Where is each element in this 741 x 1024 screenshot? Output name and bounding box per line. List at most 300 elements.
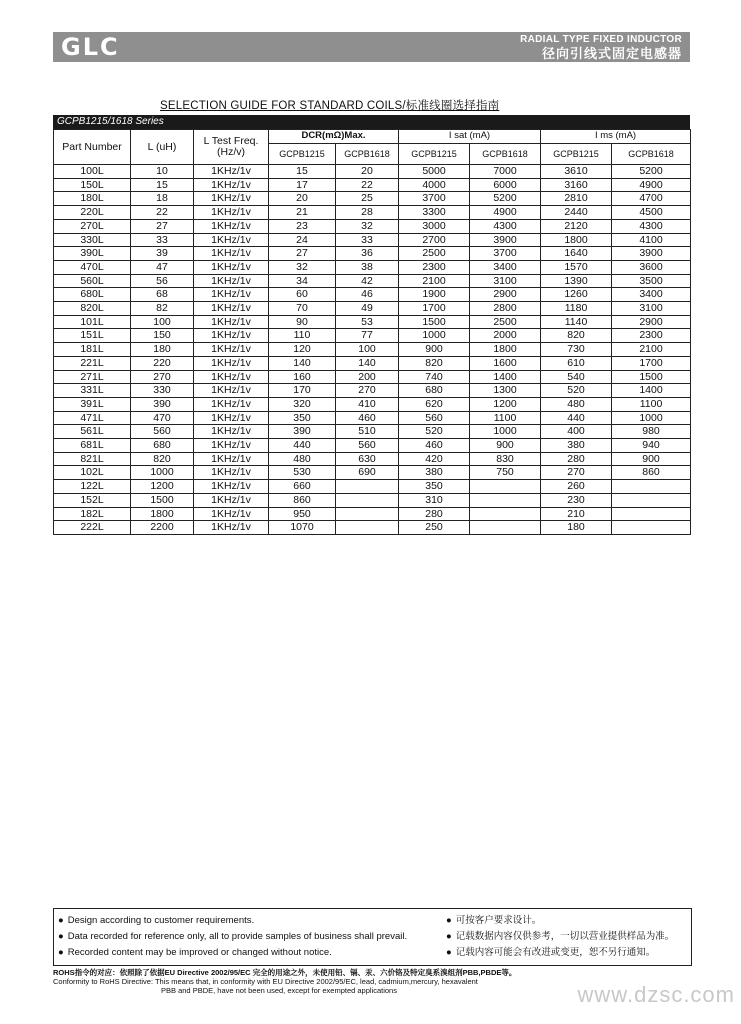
table-cell: 1200 <box>131 480 194 494</box>
table-cell: 60 <box>269 288 336 302</box>
table-row <box>54 274 691 288</box>
rohs-line-1: ROHS指令的对应：依照除了依据EU Directive 2002/95/EC 完全的用途之外，未使用铅、镉、汞、六价铬及特定臭系溴组剂PBB,PBDE等。 <box>53 968 517 977</box>
table-cell: 260 <box>541 480 612 494</box>
table-cell: 3700 <box>470 247 541 261</box>
table-cell: 140 <box>336 356 399 370</box>
table-cell: 1KHz/1v <box>194 288 269 302</box>
table-cell: 1KHz/1v <box>194 439 269 453</box>
header-title <box>520 34 682 61</box>
table-cell: 4900 <box>612 178 691 192</box>
table-cell: 230 <box>541 493 612 507</box>
table-cell <box>612 521 691 535</box>
table-cell: 46 <box>336 288 399 302</box>
table-cell: 2100 <box>612 343 691 357</box>
table-cell: 38 <box>336 260 399 274</box>
table-cell: 280 <box>541 452 612 466</box>
table-cell: 1000 <box>470 425 541 439</box>
table-cell: 4300 <box>612 219 691 233</box>
table-cell: 140 <box>269 356 336 370</box>
header-bar <box>53 32 690 62</box>
table-cell: 1KHz/1v <box>194 178 269 192</box>
table-cell: 22 <box>131 206 194 220</box>
rohs-line-3: PBB and PBDE, have not been used, except for exempted applications <box>161 986 397 995</box>
col-inductance: L (uH) <box>131 130 194 165</box>
table-cell: 22 <box>336 178 399 192</box>
table-cell: 560 <box>336 439 399 453</box>
table-cell: 680L <box>54 288 131 302</box>
note-en-3 <box>58 945 407 961</box>
table-cell: 1KHz/1v <box>194 425 269 439</box>
table-cell: 860 <box>269 493 336 507</box>
table-cell: 3900 <box>470 233 541 247</box>
note-en-text: Design according to customer requirements. <box>67 915 255 926</box>
table-cell: 940 <box>612 439 691 453</box>
table-cell: 690 <box>336 466 399 480</box>
table-cell: 1KHz/1v <box>194 302 269 316</box>
table-cell: 860 <box>612 466 691 480</box>
table-cell <box>336 493 399 507</box>
table-cell: 1700 <box>612 356 691 370</box>
bullet-icon: ● <box>446 947 452 958</box>
table-row <box>54 425 691 439</box>
table-cell: 270L <box>54 219 131 233</box>
note-en-1 <box>58 913 407 929</box>
table-cell: 6000 <box>470 178 541 192</box>
col-irms: I ms (mA) <box>541 130 691 144</box>
bullet-icon: ● <box>58 947 64 958</box>
table-cell <box>470 493 541 507</box>
table-cell: 220L <box>54 206 131 220</box>
header-title-en: RADIAL TYPE FIXED INDUCTOR <box>520 34 682 45</box>
table-cell <box>336 507 399 521</box>
table-cell: 152L <box>54 493 131 507</box>
table-cell: 10 <box>131 165 194 179</box>
table-cell: 100 <box>131 315 194 329</box>
bullet-icon: ● <box>58 915 64 926</box>
table-cell: 180 <box>541 521 612 535</box>
table-row <box>54 480 691 494</box>
table-cell: 630 <box>336 452 399 466</box>
col-part-number: Part Number <box>54 130 131 165</box>
table-cell: 3000 <box>399 219 470 233</box>
table-cell: 1KHz/1v <box>194 192 269 206</box>
sub-isat-1618: GCPB1618 <box>470 144 541 165</box>
table-cell: 1400 <box>612 384 691 398</box>
note-cn-2 <box>446 929 674 945</box>
table-cell <box>470 507 541 521</box>
table-cell: 2440 <box>541 206 612 220</box>
table-cell: 560L <box>54 274 131 288</box>
table-cell: 980 <box>612 425 691 439</box>
table-cell: 310 <box>399 493 470 507</box>
table-cell: 740 <box>399 370 470 384</box>
table-cell: 270 <box>541 466 612 480</box>
table-cell: 1500 <box>399 315 470 329</box>
table-cell: 1180 <box>541 302 612 316</box>
table-cell: 3610 <box>541 165 612 179</box>
table-cell: 25 <box>336 192 399 206</box>
table-cell: 5200 <box>612 165 691 179</box>
table-cell: 270 <box>336 384 399 398</box>
table-row <box>54 521 691 535</box>
table-cell <box>612 480 691 494</box>
col-test-freq: L Test Freq. (Hz/v) <box>194 130 269 165</box>
table-cell: 120 <box>269 343 336 357</box>
table-cell: 2300 <box>399 260 470 274</box>
table-cell: 440 <box>541 411 612 425</box>
table-cell: 1KHz/1v <box>194 411 269 425</box>
sub-irms-1618: GCPB1618 <box>612 144 691 165</box>
table-cell: 820 <box>399 356 470 370</box>
table-row <box>54 452 691 466</box>
table-cell: 68 <box>131 288 194 302</box>
table-cell: 1500 <box>612 370 691 384</box>
table-cell: 32 <box>336 219 399 233</box>
table-cell: 28 <box>336 206 399 220</box>
table-cell: 5200 <box>470 192 541 206</box>
table-cell: 560 <box>399 411 470 425</box>
table-cell: 4500 <box>612 206 691 220</box>
table-cell: 36 <box>336 247 399 261</box>
table-cell: 380 <box>399 466 470 480</box>
table-cell: 610 <box>541 356 612 370</box>
table-row <box>54 384 691 398</box>
notes-box <box>53 908 692 966</box>
table-row <box>54 493 691 507</box>
note-en-text: Recorded content may be improved or changed without notice. <box>67 947 332 958</box>
table-cell: 150L <box>54 178 131 192</box>
table-cell: 440 <box>269 439 336 453</box>
table-cell: 471L <box>54 411 131 425</box>
table-cell: 24 <box>269 233 336 247</box>
table-cell: 520 <box>399 425 470 439</box>
table-cell: 170 <box>269 384 336 398</box>
table-cell: 391L <box>54 397 131 411</box>
table-cell: 900 <box>470 439 541 453</box>
table-row <box>54 370 691 384</box>
table-cell: 1000 <box>612 411 691 425</box>
table-cell: 1KHz/1v <box>194 247 269 261</box>
table-cell: 181L <box>54 343 131 357</box>
table-cell: 21 <box>269 206 336 220</box>
table-cell: 680 <box>131 439 194 453</box>
table-cell: 480 <box>269 452 336 466</box>
table-cell: 15 <box>269 165 336 179</box>
table-row <box>54 260 691 274</box>
table-cell: 900 <box>399 343 470 357</box>
table-cell: 410 <box>336 397 399 411</box>
table-cell: 2200 <box>131 521 194 535</box>
table-cell: 2120 <box>541 219 612 233</box>
table-cell: 1KHz/1v <box>194 370 269 384</box>
table-cell: 3900 <box>612 247 691 261</box>
table-cell: 82 <box>131 302 194 316</box>
table-cell: 1200 <box>470 397 541 411</box>
table-cell: 470 <box>131 411 194 425</box>
table-cell: 180L <box>54 192 131 206</box>
table-cell: 2800 <box>470 302 541 316</box>
table-row <box>54 329 691 343</box>
table-cell: 1700 <box>399 302 470 316</box>
selection-table <box>53 129 691 535</box>
table-cell: 1KHz/1v <box>194 493 269 507</box>
table-cell: 27 <box>131 219 194 233</box>
table-cell: 34 <box>269 274 336 288</box>
table-cell: 2300 <box>612 329 691 343</box>
table-cell: 2810 <box>541 192 612 206</box>
table-cell: 49 <box>336 302 399 316</box>
table-cell: 3400 <box>612 288 691 302</box>
table-row <box>54 206 691 220</box>
table-cell: 380 <box>541 439 612 453</box>
table-cell: 390 <box>269 425 336 439</box>
table-cell: 7000 <box>470 165 541 179</box>
table-row <box>54 507 691 521</box>
table-cell: 1KHz/1v <box>194 356 269 370</box>
table-row <box>54 219 691 233</box>
table-cell: 1000 <box>131 466 194 480</box>
table-cell: 460 <box>336 411 399 425</box>
table-cell: 1KHz/1v <box>194 480 269 494</box>
sub-dcr-1215: GCPB1215 <box>269 144 336 165</box>
table-cell <box>612 493 691 507</box>
table-cell: 56 <box>131 274 194 288</box>
table-cell: 180 <box>131 343 194 357</box>
table-cell: 1KHz/1v <box>194 384 269 398</box>
table-cell: 33 <box>336 233 399 247</box>
table-cell: 750 <box>470 466 541 480</box>
table-body <box>54 165 691 535</box>
note-en-text: Data recorded for reference only, all to provide samples of business shall prevail. <box>67 931 408 942</box>
table-cell: 3160 <box>541 178 612 192</box>
table-cell <box>470 480 541 494</box>
table-cell: 420 <box>399 452 470 466</box>
table-cell: 1KHz/1v <box>194 260 269 274</box>
table-cell: 15 <box>131 178 194 192</box>
table-cell: 1100 <box>612 397 691 411</box>
table-cell: 250 <box>399 521 470 535</box>
table-cell: 4900 <box>470 206 541 220</box>
table-cell: 680 <box>399 384 470 398</box>
table-cell: 280 <box>399 507 470 521</box>
rohs-line-2: Conformity to RoHS Directive: This means that, in conformity with EU Directive 2002/95/EC, lead, cadmium,mercury, hexavalent <box>53 977 478 986</box>
table-cell: 17 <box>269 178 336 192</box>
table-cell: 70 <box>269 302 336 316</box>
table-cell: 1000 <box>399 329 470 343</box>
table-row <box>54 247 691 261</box>
table-cell: 1KHz/1v <box>194 165 269 179</box>
table-cell: 20 <box>336 165 399 179</box>
table-cell: 100 <box>336 343 399 357</box>
table-cell: 1KHz/1v <box>194 315 269 329</box>
note-cn-text: 记载数据内容仅供参考，一切以营业提供样品为准。 <box>455 931 675 942</box>
table-cell: 390L <box>54 247 131 261</box>
table-cell: 1400 <box>470 370 541 384</box>
table-cell: 39 <box>131 247 194 261</box>
table-cell: 1KHz/1v <box>194 466 269 480</box>
table-cell: 1KHz/1v <box>194 206 269 220</box>
table-cell: 730 <box>541 343 612 357</box>
table-cell <box>336 521 399 535</box>
table-cell: 540 <box>541 370 612 384</box>
sub-irms-1215: GCPB1215 <box>541 144 612 165</box>
table-cell: 620 <box>399 397 470 411</box>
table-cell: 222L <box>54 521 131 535</box>
table-row <box>54 439 691 453</box>
table-row <box>54 343 691 357</box>
table-cell <box>336 480 399 494</box>
notes-en <box>58 913 407 961</box>
table-cell: 1800 <box>470 343 541 357</box>
table-cell: 77 <box>336 329 399 343</box>
table-cell: 820L <box>54 302 131 316</box>
table-cell: 4300 <box>470 219 541 233</box>
header-title-cn: 径向引线式固定电感器 <box>541 46 682 61</box>
note-cn-text: 可按客户要求设计。 <box>455 915 542 926</box>
table-cell: 350 <box>399 480 470 494</box>
table-cell: 1KHz/1v <box>194 329 269 343</box>
table-cell: 520 <box>541 384 612 398</box>
table-cell: 1260 <box>541 288 612 302</box>
table-cell: 23 <box>269 219 336 233</box>
table-cell: 390 <box>131 397 194 411</box>
table-cell: 33 <box>131 233 194 247</box>
table-cell: 220 <box>131 356 194 370</box>
table-cell: 331L <box>54 384 131 398</box>
table-cell: 950 <box>269 507 336 521</box>
table-row <box>54 302 691 316</box>
table-row <box>54 288 691 302</box>
table-cell: 47 <box>131 260 194 274</box>
table-cell: 460 <box>399 439 470 453</box>
table-cell: 3500 <box>612 274 691 288</box>
series-label: GCPB1215/1618 Series <box>57 116 164 127</box>
table-cell: 820 <box>541 329 612 343</box>
table-row <box>54 165 691 179</box>
table-cell: 350 <box>269 411 336 425</box>
table-cell: 1KHz/1v <box>194 233 269 247</box>
table-cell: 1300 <box>470 384 541 398</box>
table-cell: 1KHz/1v <box>194 521 269 535</box>
table-cell: 221L <box>54 356 131 370</box>
table-cell: 1KHz/1v <box>194 452 269 466</box>
table-cell: 182L <box>54 507 131 521</box>
table-cell <box>470 521 541 535</box>
col-dcr: DCR(mΩ)Max. <box>269 130 399 144</box>
table-cell: 1390 <box>541 274 612 288</box>
table-cell: 1KHz/1v <box>194 343 269 357</box>
table-row <box>54 356 691 370</box>
table-cell: 110 <box>269 329 336 343</box>
table-cell: 4700 <box>612 192 691 206</box>
table-cell: 32 <box>269 260 336 274</box>
table-cell: 1140 <box>541 315 612 329</box>
table-cell: 20 <box>269 192 336 206</box>
table-cell: 1640 <box>541 247 612 261</box>
table-cell: 270 <box>131 370 194 384</box>
table-cell: 101L <box>54 315 131 329</box>
table-cell: 320 <box>269 397 336 411</box>
note-en-2 <box>58 929 407 945</box>
table-cell: 100L <box>54 165 131 179</box>
table-cell: 102L <box>54 466 131 480</box>
table-cell: 1800 <box>131 507 194 521</box>
table-cell: 1KHz/1v <box>194 397 269 411</box>
sub-dcr-1618: GCPB1618 <box>336 144 399 165</box>
table-cell: 1KHz/1v <box>194 219 269 233</box>
table-cell: 530 <box>269 466 336 480</box>
table-cell: 3400 <box>470 260 541 274</box>
table-cell: 3100 <box>612 302 691 316</box>
table-cell: 821L <box>54 452 131 466</box>
page-title: SELECTION GUIDE FOR STANDARD COILS/标准线圈选择指南 <box>160 100 500 112</box>
table-cell: 1KHz/1v <box>194 507 269 521</box>
col-isat: I sat (mA) <box>399 130 541 144</box>
table-cell: 271L <box>54 370 131 384</box>
table-cell: 90 <box>269 315 336 329</box>
watermark: www.dzsc.com <box>577 982 735 1007</box>
notes-cn <box>446 913 674 961</box>
bullet-icon: ● <box>446 915 452 926</box>
table-cell: 1070 <box>269 521 336 535</box>
table-cell: 681L <box>54 439 131 453</box>
table-cell: 561L <box>54 425 131 439</box>
table-row <box>54 233 691 247</box>
table-cell: 400 <box>541 425 612 439</box>
table-cell: 151L <box>54 329 131 343</box>
table-cell: 18 <box>131 192 194 206</box>
table-cell: 2900 <box>612 315 691 329</box>
bullet-icon: ● <box>58 931 64 942</box>
table-row <box>54 466 691 480</box>
note-cn-3 <box>446 945 674 961</box>
table-cell: 150 <box>131 329 194 343</box>
table-cell: 1570 <box>541 260 612 274</box>
series-bar <box>53 115 690 129</box>
table-cell: 830 <box>470 452 541 466</box>
table-row <box>54 411 691 425</box>
table-cell: 4100 <box>612 233 691 247</box>
table-cell: 1100 <box>470 411 541 425</box>
table-cell: 2500 <box>399 247 470 261</box>
table-cell: 4000 <box>399 178 470 192</box>
table-cell: 3300 <box>399 206 470 220</box>
bullet-icon: ● <box>446 931 452 942</box>
note-cn-text: 记载内容可能会有改进或变更，恕不另行通知。 <box>455 947 656 958</box>
table-cell: 2000 <box>470 329 541 343</box>
table-cell: 660 <box>269 480 336 494</box>
table-cell: 1500 <box>131 493 194 507</box>
table-row <box>54 192 691 206</box>
table-cell: 1900 <box>399 288 470 302</box>
table-row <box>54 397 691 411</box>
table-cell: 2500 <box>470 315 541 329</box>
table-cell: 1KHz/1v <box>194 274 269 288</box>
table-cell: 200 <box>336 370 399 384</box>
table-cell: 480 <box>541 397 612 411</box>
table-cell: 560 <box>131 425 194 439</box>
table-row <box>54 315 691 329</box>
table-cell: 5000 <box>399 165 470 179</box>
table-cell: 470L <box>54 260 131 274</box>
table-cell: 160 <box>269 370 336 384</box>
table-cell: 122L <box>54 480 131 494</box>
note-cn-1 <box>446 913 674 929</box>
table-cell: 1800 <box>541 233 612 247</box>
table-cell: 3700 <box>399 192 470 206</box>
table-cell: 42 <box>336 274 399 288</box>
table-cell: 820 <box>131 452 194 466</box>
